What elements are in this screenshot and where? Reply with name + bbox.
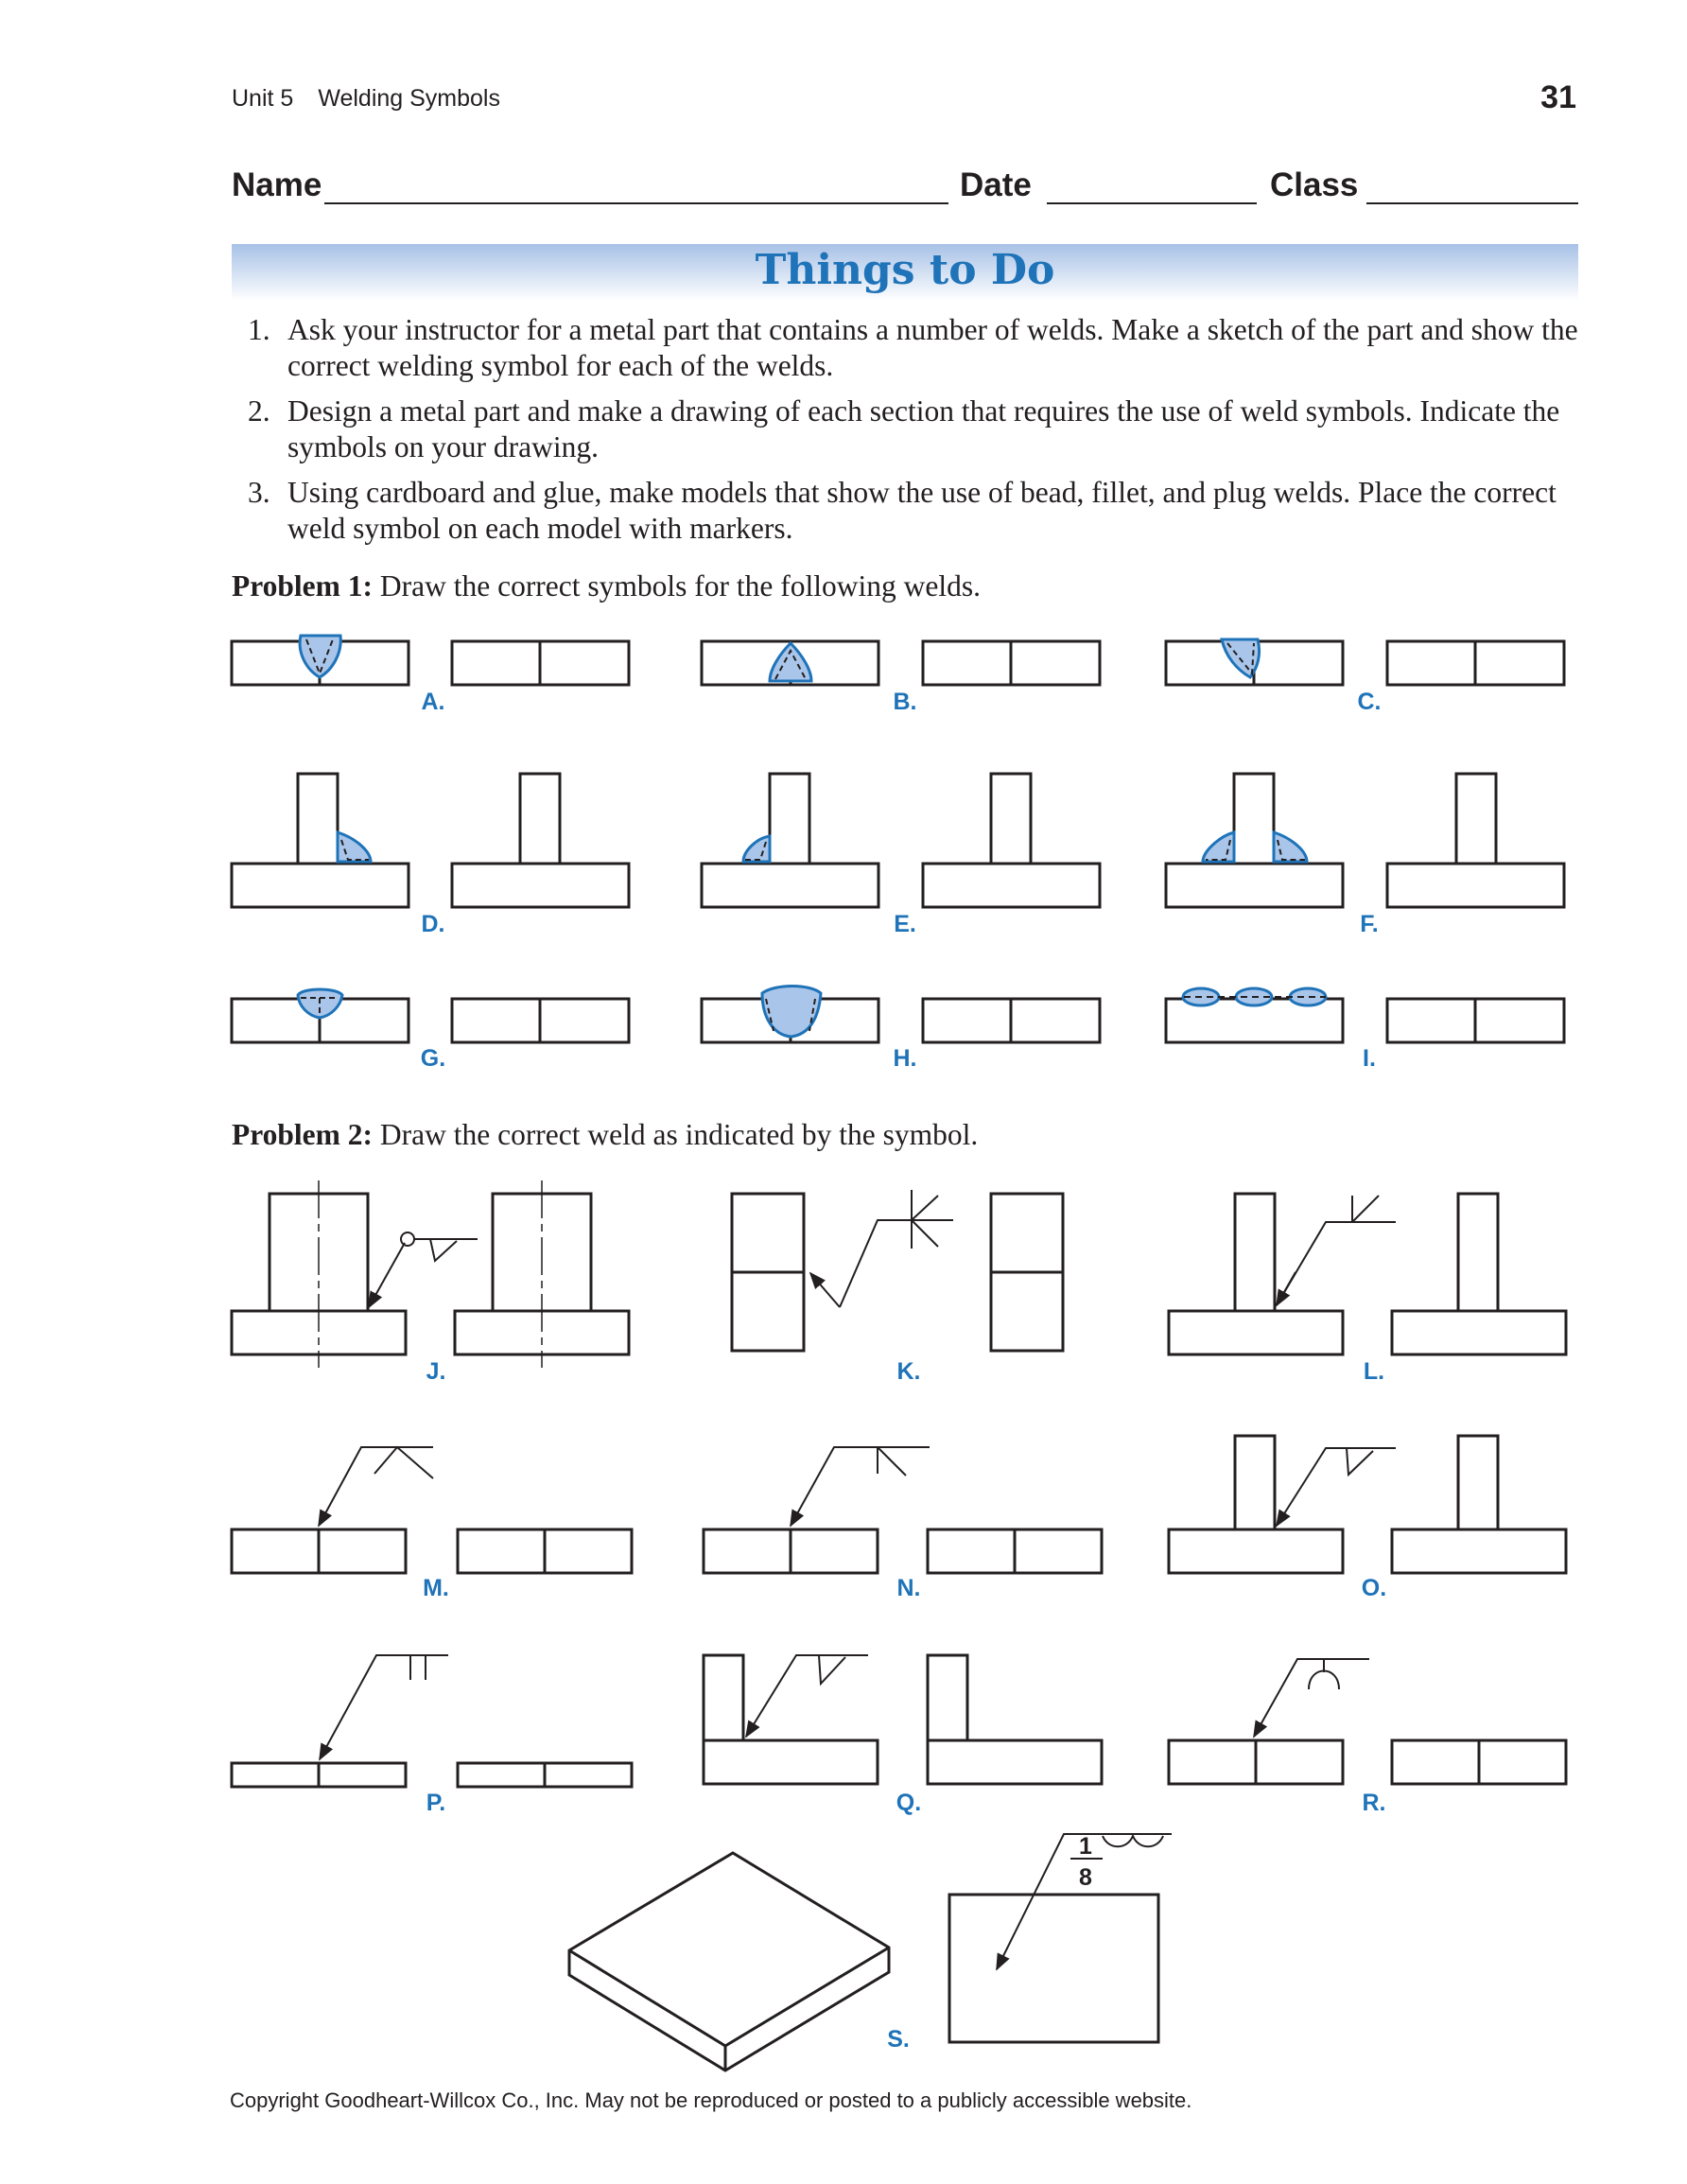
figure-label: C. [1357,689,1382,715]
figure-label: I. [1363,1045,1376,1072]
figure-label: P. [426,1790,446,1816]
figure-p [232,1655,632,1787]
figure-c [1166,639,1564,685]
item-number: 1. [248,313,270,346]
figure-label: J. [426,1358,446,1385]
figure-i [1166,988,1564,1042]
figure-q [704,1655,1102,1784]
figure-h [702,987,1100,1043]
section-title: Welding Symbols [318,85,500,112]
figure-n [704,1447,1102,1573]
figure-j [232,1180,629,1368]
item-text: Design a metal part and make a drawing of each section that requires the use of weld symbols. Indicate the symbols on your drawing. [287,394,1560,463]
figure-label: L. [1363,1358,1385,1385]
banner-title: Things to Do [755,246,1055,294]
figure-label: H. [893,1045,917,1072]
item-text: Using cardboard and glue, make models that show the use of bead, fillet, and plug welds. Place the correct weld symbol on each model with markers. [287,476,1557,545]
item-number: 2. [248,394,270,428]
figure-label: N. [896,1575,921,1601]
figure-label: O. [1361,1575,1387,1601]
fraction-denominator: 8 [1079,1864,1092,1891]
figure-label: E. [894,911,916,937]
page-number: 31 [1540,79,1576,115]
figure-label: M. [423,1575,449,1601]
figure-e [702,774,1100,907]
figure-label: B. [893,689,917,715]
figure-b [702,641,1100,685]
class-label: Class [1270,166,1359,203]
figure-label: A. [421,689,445,715]
figure-label: G. [420,1045,446,1072]
figure-k [732,1190,1063,1351]
figure-g [232,989,629,1042]
name-label: Name [232,166,322,203]
problem-1-label: Problem 1: [232,569,374,603]
figure-o [1169,1436,1566,1573]
figure-l [1169,1194,1566,1354]
fraction-numerator: 1 [1079,1833,1092,1860]
figure-a [232,636,629,685]
date-label: Date [960,166,1032,203]
problem-2-label: Problem 2: [232,1118,374,1151]
figure-label: K. [896,1358,921,1385]
figure-label: S. [887,2026,910,2053]
figure-label: R. [1362,1790,1386,1816]
unit-number: Unit 5 [232,85,294,112]
figure-f [1166,774,1564,907]
problem-1-text: Draw the correct symbols for the following welds. [379,569,981,603]
figure-label: D. [421,911,445,937]
figure-m [232,1447,632,1573]
figure-label: F. [1360,911,1379,937]
problem-2-text: Draw the correct weld as indicated by the symbol. [379,1118,979,1151]
item-text: Ask your instructor for a metal part that contains a number of welds. Make a sketch of the part and show the correct welding symbol for each of the welds. [287,313,1578,382]
item-number: 3. [248,476,270,509]
figure-d [232,774,629,907]
figure-label: Q. [896,1790,922,1816]
figure-r [1169,1659,1566,1784]
copyright-notice: Copyright Goodheart-Willcox Co., Inc. May not be reproduced or posted to a publicly accessible website. [230,2088,1192,2112]
